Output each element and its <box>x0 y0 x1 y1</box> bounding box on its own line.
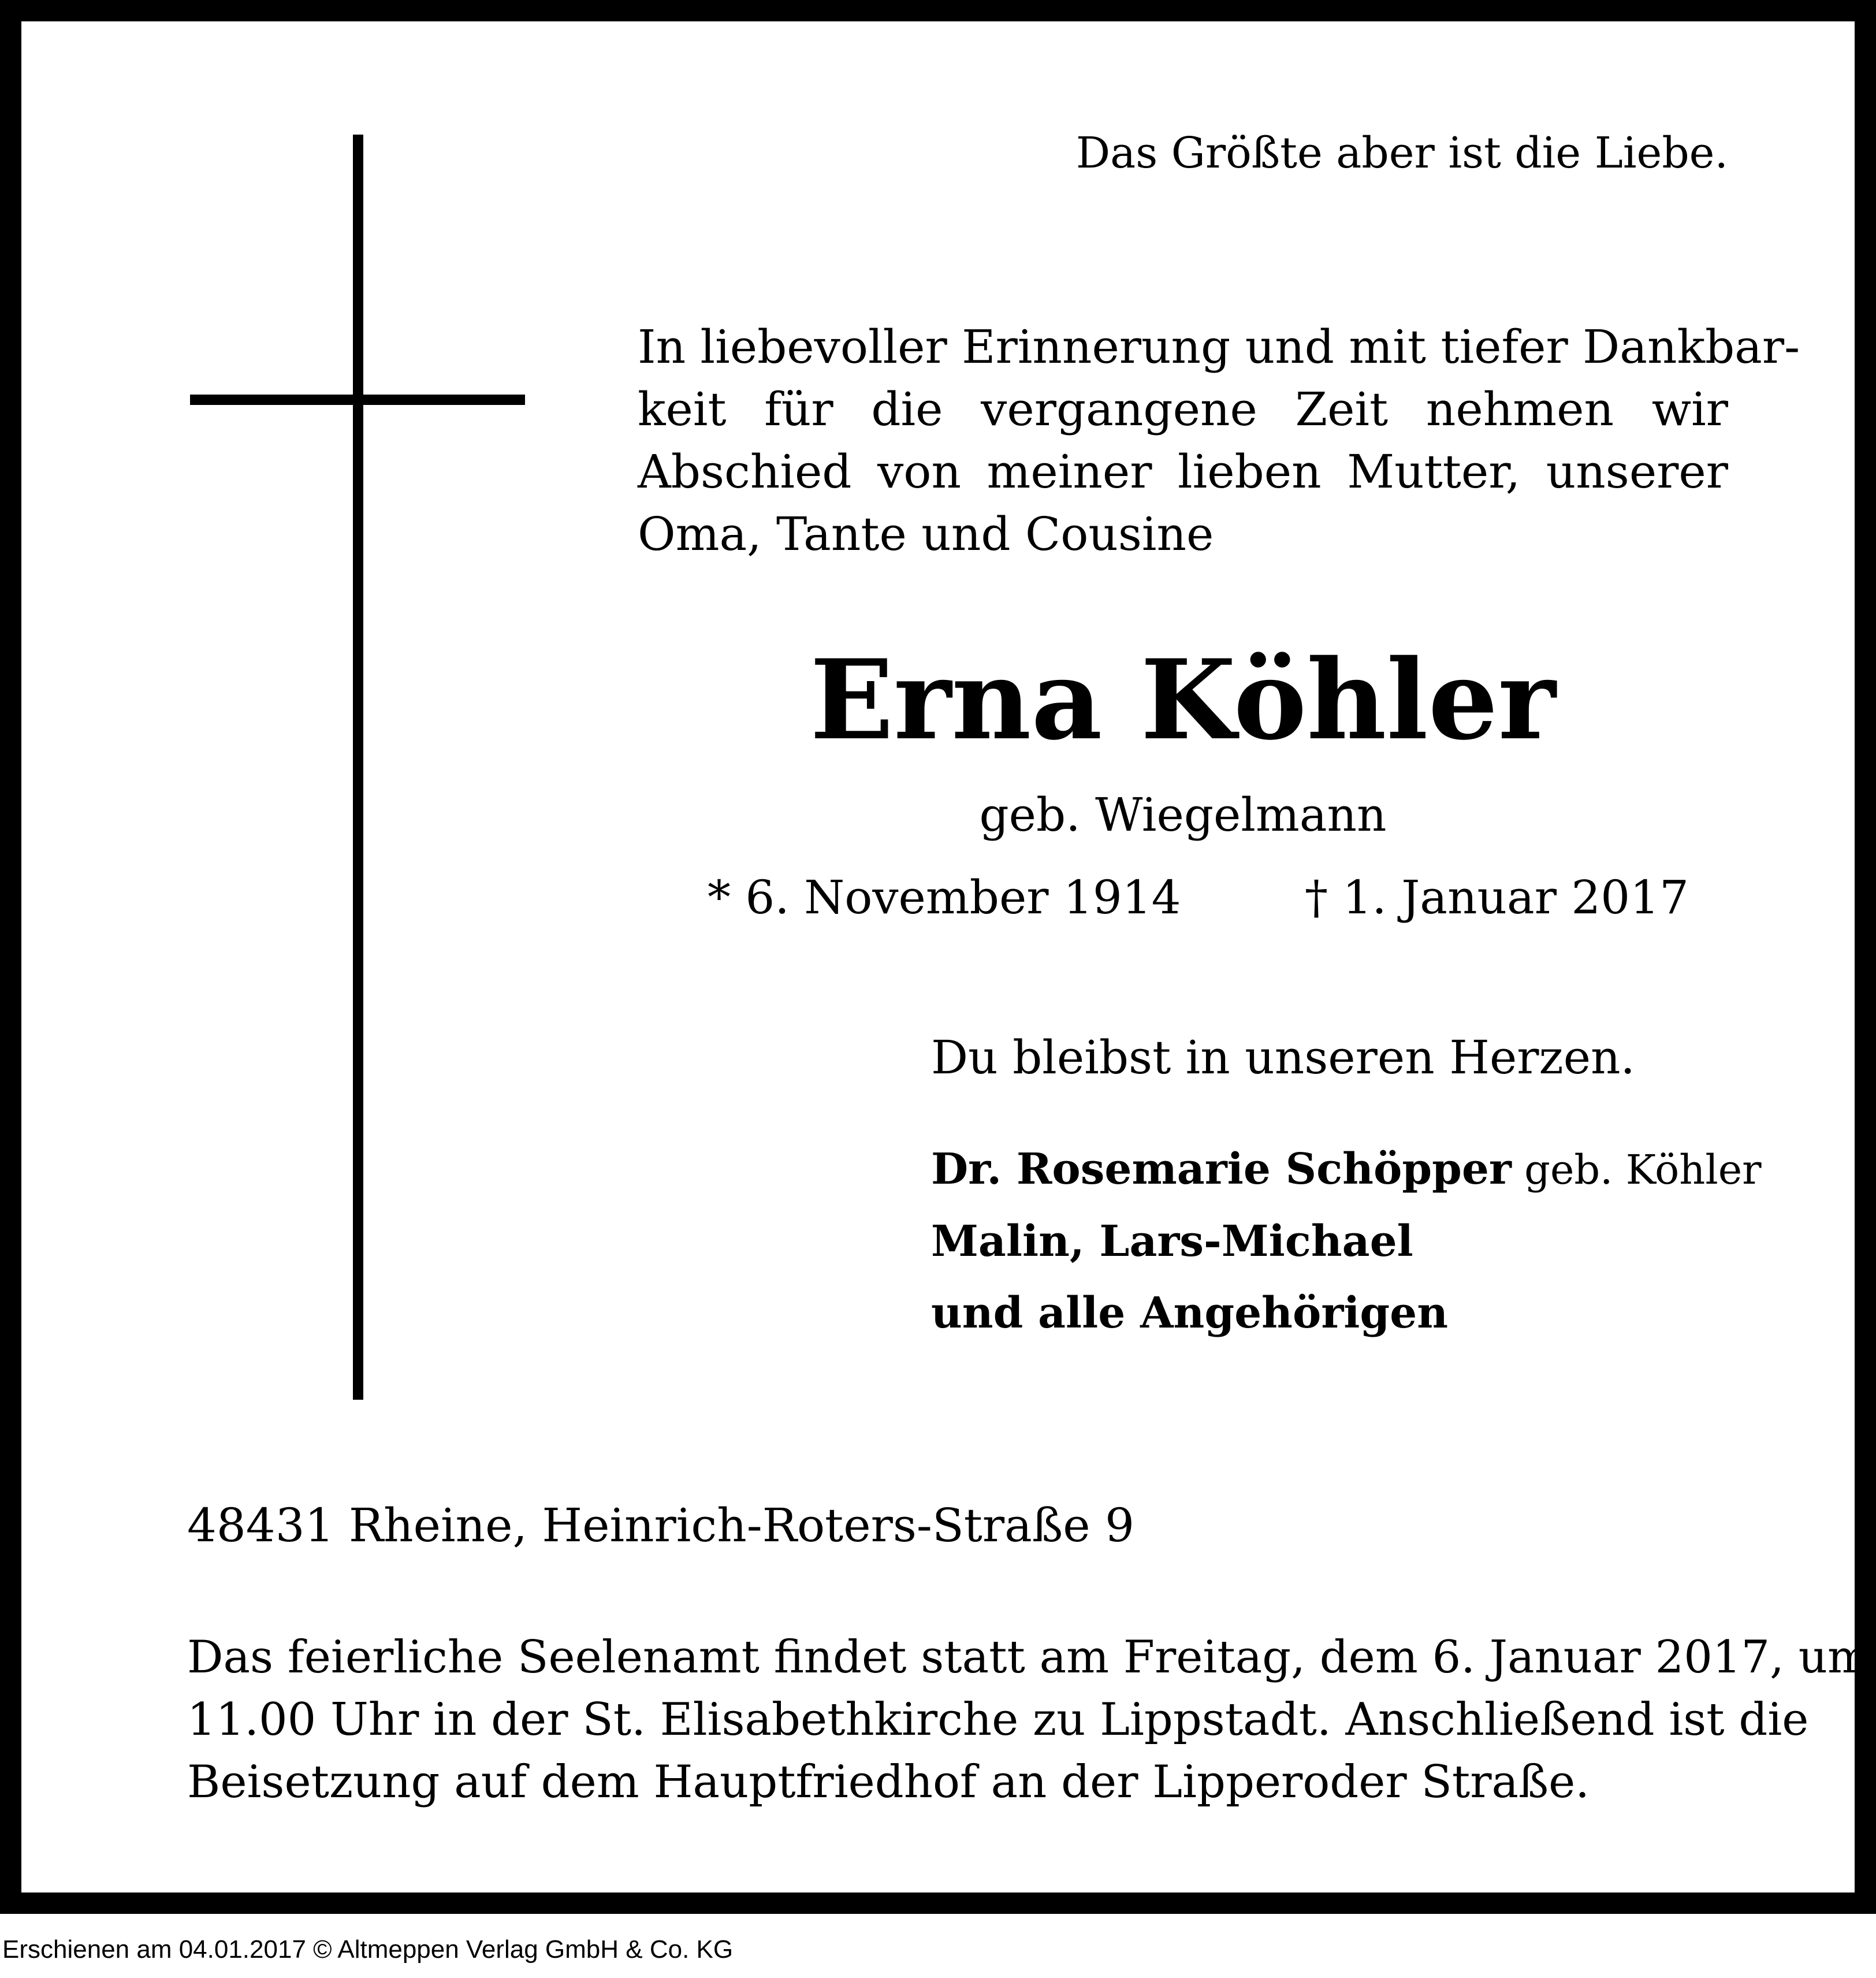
deceased-name: Erna Köhler <box>810 635 1556 764</box>
mourner-suffix: geb. Köhler <box>1511 1146 1762 1194</box>
motto: Das Größte aber ist die Liebe. <box>1075 128 1728 178</box>
service-line: 11.00 Uhr in der St. Elisabethkirche zu Lippstadt. Anschließend ist die <box>187 1694 1809 1746</box>
intro-line: Oma, Tante und Cousine <box>638 507 1214 561</box>
birth-date: * 6. November 1914 <box>708 871 1181 924</box>
intro-text <box>638 316 1800 566</box>
service-info <box>187 1626 1870 1813</box>
mourner-line <box>931 1133 1762 1206</box>
closing-line: Du bleibst in unseren Herzen. <box>931 1031 1635 1084</box>
mourner-name: Dr. Rosemarie Schöpper <box>931 1144 1512 1194</box>
publication-footer: Erschienen am 04.01.2017 © Altmeppen Verlag GmbH & Co. KG <box>2 1935 734 1964</box>
death-date: † 1. Januar 2017 <box>1305 871 1689 924</box>
intro-line: In liebevoller Erinnerung und mit tiefer Dankbar- <box>638 320 1800 374</box>
mourner-line <box>931 1206 1762 1277</box>
mourner-line <box>931 1277 1762 1349</box>
maiden-name: geb. Wiegelmann <box>979 788 1387 842</box>
mourner-name: Malin, Lars-Michael <box>931 1217 1413 1266</box>
service-line: Das feierliche Seelenamt findet statt am Freitag, dem 6. Januar 2017, um <box>187 1631 1870 1683</box>
cross-icon-horizontal-bar <box>190 395 525 405</box>
mourner-name: und alle Angehörigen <box>931 1288 1449 1338</box>
address: 48431 Rheine, Heinrich-Roters-Straße 9 <box>187 1499 1134 1552</box>
cross-icon-vertical-bar <box>353 135 363 1400</box>
intro-line: keit für die vergangene Zeit nehmen wir <box>638 382 1728 436</box>
service-line: Beisetzung auf dem Hauptfriedhof an der Lipperoder Straße. <box>187 1756 1590 1808</box>
mourners-list <box>931 1133 1762 1349</box>
intro-line: Abschied von meiner lieben Mutter, unserer <box>638 445 1728 499</box>
